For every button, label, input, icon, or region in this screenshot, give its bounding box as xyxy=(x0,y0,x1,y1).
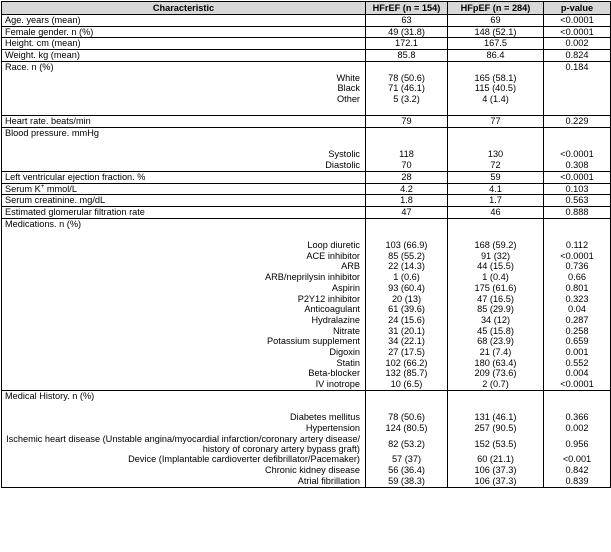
table-row xyxy=(2,83,611,94)
p-value: 0.229 xyxy=(544,116,611,128)
hfpef-value: 69 xyxy=(448,15,544,27)
p-value: 0.66 xyxy=(544,272,611,283)
p-value: <0.0001 xyxy=(544,15,611,27)
table-row xyxy=(2,116,611,128)
row-sublabel: IV inotrope xyxy=(2,379,366,390)
hfpef-value: 1 (0.4) xyxy=(448,272,544,283)
spacer-cell xyxy=(366,229,448,240)
hfpef-value: 47 (16.5) xyxy=(448,294,544,305)
spacer-cell xyxy=(448,402,544,413)
row-sublabel: Beta-blocker xyxy=(2,368,366,379)
hfref-value: 22 (14.3) xyxy=(366,261,448,272)
row-sublabel: White xyxy=(2,73,366,84)
table-row xyxy=(2,294,611,305)
p-value: 0.002 xyxy=(544,423,611,434)
hfpef-value: 59 xyxy=(448,171,544,183)
hfref-value: 102 (66.2) xyxy=(366,358,448,369)
p-value: <0.0001 xyxy=(544,251,611,262)
row-sublabel: Black xyxy=(2,83,366,94)
hfpef-value xyxy=(448,218,544,229)
row-sublabel: Anticoagulant xyxy=(2,304,366,315)
p-value: 0.308 xyxy=(544,160,611,171)
hfref-value: 47 xyxy=(366,206,448,218)
p-value: <0.0001 xyxy=(544,26,611,38)
spacer-cell xyxy=(366,139,448,150)
hfpef-value: 209 (73.6) xyxy=(448,368,544,379)
baseline-characteristics-table xyxy=(1,1,611,488)
p-value: 0.258 xyxy=(544,326,611,337)
hfref-value: 20 (13) xyxy=(366,294,448,305)
hfref-value: 93 (60.4) xyxy=(366,283,448,294)
p-value: 0.103 xyxy=(544,183,611,195)
header-hfpef: HFpEF (n = 284) xyxy=(448,2,544,15)
hfpef-value: 2 (0.7) xyxy=(448,379,544,390)
row-label: Medications. n (%) xyxy=(2,218,366,229)
table-row xyxy=(2,283,611,294)
row-sublabel: Systolic xyxy=(2,149,366,160)
label-superscript: + xyxy=(40,183,45,190)
row-label: Heart rate. beats/min xyxy=(2,116,366,128)
hfref-value xyxy=(366,218,448,229)
p-value: <0.001 xyxy=(544,454,611,465)
hfpef-value xyxy=(448,61,544,72)
spacer-cell xyxy=(2,105,366,116)
row-sublabel: Hypertension xyxy=(2,423,366,434)
row-label: Female gender. n (%) xyxy=(2,26,366,38)
hfpef-value: 130 xyxy=(448,149,544,160)
hfref-value: 103 (66.9) xyxy=(366,240,448,251)
spacer-cell xyxy=(448,105,544,116)
p-value: 0.552 xyxy=(544,358,611,369)
hfpef-value: 86.4 xyxy=(448,50,544,62)
row-sublabel: Other xyxy=(2,94,366,105)
row-sublabel: Ischemic heart disease (Unstable angina/myocardial infarction/coronary artery disease/ history of coronary artery bypass graft) xyxy=(2,434,366,455)
hfpef-value: 167.5 xyxy=(448,38,544,50)
table-row xyxy=(2,465,611,476)
hfpef-value: 115 (40.5) xyxy=(448,83,544,94)
row-label: Race. n (%) xyxy=(2,61,366,72)
p-value: 0.824 xyxy=(544,50,611,62)
row-sublabel: Hydralazine xyxy=(2,315,366,326)
row-label: Age. years (mean) xyxy=(2,15,366,27)
hfref-value: 31 (20.1) xyxy=(366,326,448,337)
hfref-value: 34 (22.1) xyxy=(366,336,448,347)
row-sublabel: Diastolic xyxy=(2,160,366,171)
spacer-cell xyxy=(366,402,448,413)
p-value: 0.801 xyxy=(544,283,611,294)
table-row xyxy=(2,128,611,139)
hfref-value: 85 (55.2) xyxy=(366,251,448,262)
hfref-value: 4.2 xyxy=(366,183,448,195)
table-row xyxy=(2,347,611,358)
p-value: 0.04 xyxy=(544,304,611,315)
hfref-value: 10 (6.5) xyxy=(366,379,448,390)
hfpef-value: 152 (53.5) xyxy=(448,434,544,455)
p-value: 0.323 xyxy=(544,294,611,305)
spacer-row xyxy=(2,229,611,240)
hfref-value: 57 (37) xyxy=(366,454,448,465)
hfpef-value: 165 (58.1) xyxy=(448,73,544,84)
table-row xyxy=(2,326,611,337)
row-label: Blood pressure. mmHg xyxy=(2,128,366,139)
table-row xyxy=(2,26,611,38)
row-sublabel: Statin xyxy=(2,358,366,369)
hfpef-value: 148 (52.1) xyxy=(448,26,544,38)
p-value xyxy=(544,73,611,84)
spacer-row xyxy=(2,139,611,150)
row-sublabel: Chronic kidney disease xyxy=(2,465,366,476)
p-value: 0.112 xyxy=(544,240,611,251)
hfpef-value: 34 (12) xyxy=(448,315,544,326)
hfpef-value: 4.1 xyxy=(448,183,544,195)
p-value: 0.956 xyxy=(544,434,611,455)
hfpef-value: 1.7 xyxy=(448,195,544,207)
p-value xyxy=(544,94,611,105)
hfref-value xyxy=(366,128,448,139)
hfref-value: 78 (50.6) xyxy=(366,73,448,84)
row-sublabel: ACE inhibitor xyxy=(2,251,366,262)
p-value xyxy=(544,128,611,139)
table-row xyxy=(2,454,611,465)
hfref-value: 5 (3.2) xyxy=(366,94,448,105)
p-value: 0.563 xyxy=(544,195,611,207)
hfpef-value xyxy=(448,128,544,139)
table-row xyxy=(2,171,611,183)
hfref-value: 24 (15.6) xyxy=(366,315,448,326)
hfpef-value: 4 (1.4) xyxy=(448,94,544,105)
hfref-value: 49 (31.8) xyxy=(366,26,448,38)
row-sublabel: Device (Implantable cardioverter defibrillator/Pacemaker) xyxy=(2,454,366,465)
row-sublabel: ARB xyxy=(2,261,366,272)
row-label: Left ventricular ejection fraction. % xyxy=(2,171,366,183)
p-value: <0.0001 xyxy=(544,379,611,390)
hfref-value: 132 (85.7) xyxy=(366,368,448,379)
hfpef-value xyxy=(448,390,544,401)
spacer-cell xyxy=(544,402,611,413)
row-sublabel: Aspirin xyxy=(2,283,366,294)
hfpef-value: 21 (7.4) xyxy=(448,347,544,358)
table-row xyxy=(2,183,611,195)
hfref-value: 59 (38.3) xyxy=(366,476,448,487)
table-row xyxy=(2,218,611,229)
p-value: 0.736 xyxy=(544,261,611,272)
table-row xyxy=(2,251,611,262)
spacer-cell xyxy=(448,139,544,150)
table-row xyxy=(2,261,611,272)
row-sublabel: Nitrate xyxy=(2,326,366,337)
header-pvalue: p-value xyxy=(544,2,611,15)
hfref-value: 85.8 xyxy=(366,50,448,62)
hfref-value: 71 (46.1) xyxy=(366,83,448,94)
hfref-value: 118 xyxy=(366,149,448,160)
row-label: Estimated glomerular filtration rate xyxy=(2,206,366,218)
spacer-cell xyxy=(2,139,366,150)
p-value: 0.888 xyxy=(544,206,611,218)
hfpef-value: 91 (32) xyxy=(448,251,544,262)
row-sublabel: Loop diuretic xyxy=(2,240,366,251)
table-row xyxy=(2,358,611,369)
hfpef-value: 106 (37.3) xyxy=(448,476,544,487)
table-row xyxy=(2,379,611,390)
header-row xyxy=(2,2,611,15)
spacer-row xyxy=(2,105,611,116)
row-sublabel: Digoxin xyxy=(2,347,366,358)
p-value xyxy=(544,390,611,401)
p-value: 0.287 xyxy=(544,315,611,326)
table-row xyxy=(2,315,611,326)
row-sublabel: Atrial fibrillation xyxy=(2,476,366,487)
row-label: Medical History. n (%) xyxy=(2,390,366,401)
label-text: Serum K xyxy=(5,183,41,194)
p-value: 0.002 xyxy=(544,38,611,50)
p-value: 0.001 xyxy=(544,347,611,358)
table-row xyxy=(2,73,611,84)
p-value: 0.839 xyxy=(544,476,611,487)
hfpef-value: 44 (15.5) xyxy=(448,261,544,272)
row-label: Height. cm (mean) xyxy=(2,38,366,50)
table-row xyxy=(2,206,611,218)
hfref-value: 28 xyxy=(366,171,448,183)
hfref-value: 61 (39.6) xyxy=(366,304,448,315)
row-sublabel: ARB/neprilysin inhibitor xyxy=(2,272,366,283)
table-row xyxy=(2,149,611,160)
hfref-value: 124 (80.5) xyxy=(366,423,448,434)
hfpef-value: 46 xyxy=(448,206,544,218)
table-row xyxy=(2,412,611,423)
hfref-value: 1.8 xyxy=(366,195,448,207)
table-row xyxy=(2,195,611,207)
hfref-value: 63 xyxy=(366,15,448,27)
spacer-row xyxy=(2,402,611,413)
hfpef-value: 72 xyxy=(448,160,544,171)
p-value: 0.842 xyxy=(544,465,611,476)
hfref-value: 78 (50.6) xyxy=(366,412,448,423)
spacer-cell xyxy=(448,229,544,240)
hfref-value xyxy=(366,390,448,401)
spacer-cell xyxy=(2,402,366,413)
table-row xyxy=(2,61,611,72)
p-value: <0.0001 xyxy=(544,149,611,160)
table-row xyxy=(2,272,611,283)
header-hfref: HFrEF (n = 154) xyxy=(366,2,448,15)
spacer-cell xyxy=(366,105,448,116)
hfref-value: 70 xyxy=(366,160,448,171)
table-row xyxy=(2,304,611,315)
header-characteristic: Characteristic xyxy=(2,2,366,15)
hfref-value: 82 (53.2) xyxy=(366,434,448,455)
p-value xyxy=(544,83,611,94)
hfpef-value: 106 (37.3) xyxy=(448,465,544,476)
row-sublabel: P2Y12 inhibitor xyxy=(2,294,366,305)
table-row xyxy=(2,368,611,379)
p-value: 0.004 xyxy=(544,368,611,379)
hfpef-value: 168 (59.2) xyxy=(448,240,544,251)
hfref-value: 172.1 xyxy=(366,38,448,50)
table-body xyxy=(2,15,611,488)
p-value: 0.366 xyxy=(544,412,611,423)
table-row xyxy=(2,240,611,251)
hfpef-value: 45 (15.8) xyxy=(448,326,544,337)
p-value: <0.0001 xyxy=(544,171,611,183)
hfref-value: 27 (17.5) xyxy=(366,347,448,358)
row-label xyxy=(2,183,366,195)
table-row xyxy=(2,50,611,62)
table-row xyxy=(2,434,611,455)
table-row xyxy=(2,423,611,434)
hfpef-value: 257 (90.5) xyxy=(448,423,544,434)
p-value xyxy=(544,218,611,229)
table-row xyxy=(2,390,611,401)
row-sublabel: Diabetes mellitus xyxy=(2,412,366,423)
hfpef-value: 60 (21.1) xyxy=(448,454,544,465)
hfref-value: 1 (0.6) xyxy=(366,272,448,283)
hfpef-value: 85 (29.9) xyxy=(448,304,544,315)
p-value: 0.184 xyxy=(544,61,611,72)
table-row xyxy=(2,94,611,105)
hfpef-value: 180 (63.4) xyxy=(448,358,544,369)
row-label: Serum creatinine. mg/dL xyxy=(2,195,366,207)
table-row xyxy=(2,38,611,50)
spacer-cell xyxy=(544,139,611,150)
label-tail: mmol/L xyxy=(44,183,77,194)
hfref-value: 56 (36.4) xyxy=(366,465,448,476)
p-value: 0.659 xyxy=(544,336,611,347)
spacer-cell xyxy=(2,229,366,240)
hfpef-value: 68 (23.9) xyxy=(448,336,544,347)
table-row xyxy=(2,476,611,487)
spacer-cell xyxy=(544,229,611,240)
hfref-value xyxy=(366,61,448,72)
hfpef-value: 77 xyxy=(448,116,544,128)
spacer-cell xyxy=(544,105,611,116)
row-label: Weight. kg (mean) xyxy=(2,50,366,62)
table-row xyxy=(2,160,611,171)
hfref-value: 79 xyxy=(366,116,448,128)
row-sublabel: Potassium supplement xyxy=(2,336,366,347)
table-row xyxy=(2,15,611,27)
table-row xyxy=(2,336,611,347)
hfpef-value: 131 (46.1) xyxy=(448,412,544,423)
hfpef-value: 175 (61.6) xyxy=(448,283,544,294)
